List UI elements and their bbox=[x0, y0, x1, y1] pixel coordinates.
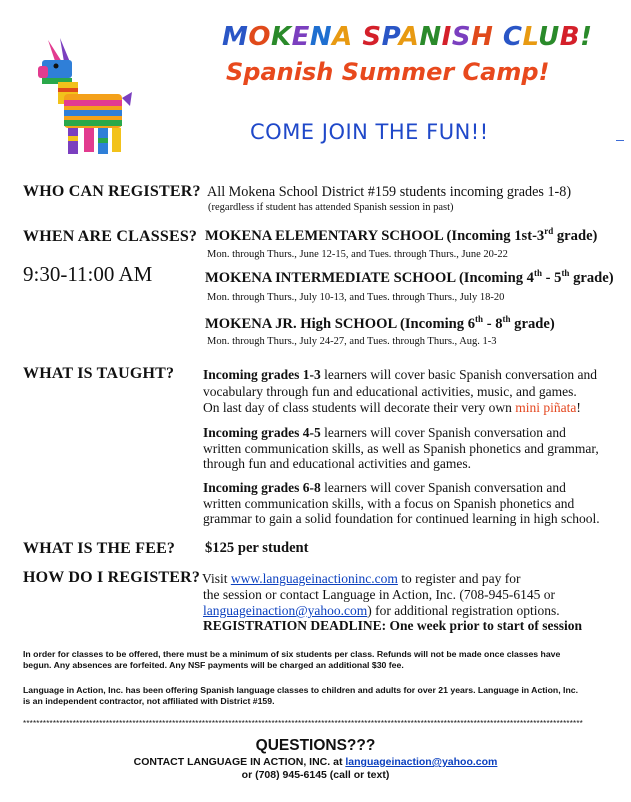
taught-grades-1-3-line2: vocabulary through fun and educational activities, music, and games. bbox=[203, 384, 577, 399]
policy-line2: begun. Any absences are forfeited. Any NSF payments will be charged an additional $30 fee. bbox=[23, 660, 404, 670]
club-title bbox=[222, 22, 592, 52]
title-letter: O bbox=[248, 22, 271, 52]
when-heading: WHEN ARE CLASSES? bbox=[23, 228, 198, 245]
school-elementary-dates: Mon. through Thurs., June 12-15, and Tues. through Thurs., June 20-22 bbox=[207, 249, 508, 260]
class-time: 9:30-11:00 AM bbox=[23, 262, 153, 286]
taught-grades-6-8-line1: Incoming grades 6-8 learners will cover Spanish conversation and bbox=[203, 480, 566, 495]
title-letter: K bbox=[270, 22, 292, 52]
title-letter bbox=[493, 22, 503, 52]
register-heading: HOW DO I REGISTER? bbox=[23, 569, 201, 586]
title-letter: S bbox=[451, 22, 472, 52]
taught-grades-4-5-line3: through fun and educational activities and games. bbox=[203, 456, 472, 471]
taught-grades-6-8-line3: grammar to gain a solid foundation for continued learning in high school. bbox=[203, 511, 600, 526]
title-letter: A bbox=[398, 22, 420, 52]
who-note: (regardless if student has attended Spanish session in past) bbox=[208, 202, 454, 213]
who-heading: WHO CAN REGISTER? bbox=[23, 183, 201, 200]
register-line1: Visit www.languageinactioninc.com to register and pay for bbox=[202, 571, 521, 586]
title-letter: S bbox=[362, 22, 382, 52]
contact-line: CONTACT LANGUAGE IN ACTION, INC. at languageinaction@yahoo.com bbox=[133, 756, 498, 768]
fee-amount: $125 per student bbox=[205, 540, 309, 556]
title-letter: H bbox=[471, 22, 494, 52]
title-letter: L bbox=[522, 22, 539, 52]
register-line2: the session or contact Language in Action, Inc. (708-945-6145 or bbox=[203, 587, 556, 602]
title-letter: I bbox=[441, 22, 452, 52]
title-letter: P bbox=[381, 22, 399, 52]
website-link[interactable]: www.languageinactioninc.com bbox=[230, 571, 398, 586]
taught-heading: WHAT IS TAUGHT? bbox=[23, 365, 175, 382]
title-letter: M bbox=[222, 22, 249, 52]
join-tagline: COME JOIN THE FUN!! bbox=[250, 120, 489, 144]
school-elementary: MOKENA ELEMENTARY SCHOOL (Incoming 1st-3rd grade) bbox=[205, 226, 598, 244]
email-link[interactable]: languageinaction@yahoo.com bbox=[203, 603, 368, 618]
school-intermediate: MOKENA INTERMEDIATE SCHOOL (Incoming 4th - 5th grade) bbox=[205, 268, 614, 286]
star-divider: ************************************************************************************************************************************************************************* bbox=[23, 719, 583, 728]
policy-line1: In order for classes to be offered, there must be a minimum of six students per class. Refunds will not be made once classes have bbox=[23, 649, 561, 659]
about-line1: Language in Action, Inc. has been offering Spanish language classes to children and adults for over 21 years. Language in Action, Inc. bbox=[23, 685, 578, 695]
decorative-dash bbox=[616, 140, 624, 141]
school-jr-high-dates: Mon. through Thurs., July 24-27, and Tues. through Thurs., Aug. 1-3 bbox=[207, 336, 497, 347]
title-letter: B bbox=[559, 22, 581, 52]
title-letter: A bbox=[332, 22, 353, 52]
taught-grades-6-8-line2: written communication skills, with a focus on Spanish phonetics and bbox=[203, 496, 575, 511]
title-letter bbox=[353, 22, 363, 52]
title-letter: ! bbox=[580, 22, 593, 52]
mini-pinata-text: mini piñata bbox=[515, 400, 577, 415]
title-letter: N bbox=[419, 22, 442, 52]
fee-heading: WHAT IS THE FEE? bbox=[23, 540, 176, 557]
registration-deadline: REGISTRATION DEADLINE: One week prior to start of session bbox=[203, 618, 583, 633]
phone-line: or (708) 945-6145 (call or text) bbox=[241, 769, 390, 781]
questions-heading: QUESTIONS??? bbox=[255, 737, 376, 754]
who-text: All Mokena School District #159 students incoming grades 1-8) bbox=[207, 184, 572, 200]
school-intermediate-dates: Mon. through Thurs., July 10-13, and Tues. through Thurs., July 18-20 bbox=[207, 292, 505, 303]
taught-grades-4-5-line1: Incoming grades 4-5 learners will cover Spanish conversation and bbox=[203, 425, 566, 440]
register-line3: languageinaction@yahoo.com) for additional registration options. bbox=[203, 603, 560, 618]
title-letter: U bbox=[538, 22, 560, 52]
title-letter: E bbox=[291, 22, 310, 52]
title-letter: N bbox=[309, 22, 333, 52]
about-line2: is an independent contractor, not affiliated with District #159. bbox=[23, 696, 275, 706]
title-letter: C bbox=[502, 22, 523, 52]
pinata-donkey-image bbox=[34, 36, 134, 158]
school-jr-high: MOKENA JR. High SCHOOL (Incoming 6th - 8th grade) bbox=[205, 314, 555, 332]
taught-grades-4-5-line2: written communication skills, as well as Spanish phonetics and grammar, bbox=[203, 441, 599, 456]
taught-grades-1-3-line3: On last day of class students will decorate their very own mini piñata! bbox=[203, 400, 581, 415]
camp-subtitle: Spanish Summer Camp! bbox=[226, 58, 550, 86]
footer-email-link[interactable]: languageinaction@yahoo.com bbox=[345, 756, 498, 768]
taught-grades-1-3-line1: Incoming grades 1-3 learners will cover basic Spanish conversation and bbox=[203, 367, 598, 382]
